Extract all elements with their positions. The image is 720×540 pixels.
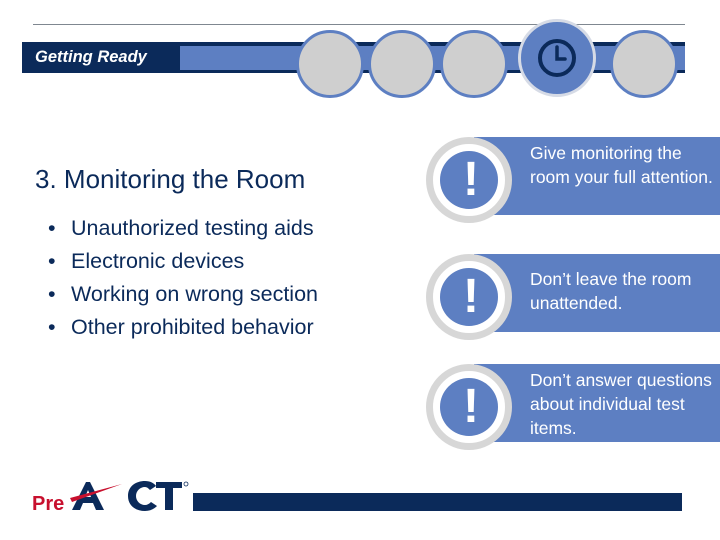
bullet-item: • Electronic devices (48, 249, 245, 273)
preact-logo (32, 474, 192, 514)
tip-card-2 (426, 254, 720, 332)
top-divider (33, 24, 685, 25)
exclamation-icon: ! (463, 153, 479, 206)
tip-card-3 (426, 364, 720, 442)
tip-card-1 (426, 137, 720, 215)
bullet-item: • Other prohibited behavior (48, 315, 314, 339)
exclamation-icon: ! (463, 270, 479, 323)
tip-text: Give monitoring the room your full attention. (530, 143, 713, 187)
progress-step-2 (368, 30, 436, 98)
clock-icon (535, 36, 579, 80)
progress-step-4-active (518, 19, 596, 97)
bullet-list (48, 212, 318, 344)
svg-text:Pre: Pre (32, 493, 65, 514)
progress-step-5 (610, 30, 678, 98)
alert-badge (426, 364, 512, 450)
alert-badge (426, 137, 512, 223)
bullet-item: • Unauthorized testing aids (48, 216, 314, 240)
tip-text: Don’t answer questions about individual test items. (530, 370, 712, 438)
page-title: Getting Ready (35, 48, 147, 66)
footer-bar (193, 493, 682, 511)
section-title: 3. Monitoring the Room (35, 164, 306, 194)
exclamation-icon: ! (463, 380, 479, 433)
progress-step-1 (296, 30, 364, 98)
progress-step-3 (440, 30, 508, 98)
alert-badge (426, 254, 512, 340)
tip-text: Don’t leave the room unattended. (530, 269, 692, 313)
bullet-item: • Working on wrong section (48, 282, 318, 306)
